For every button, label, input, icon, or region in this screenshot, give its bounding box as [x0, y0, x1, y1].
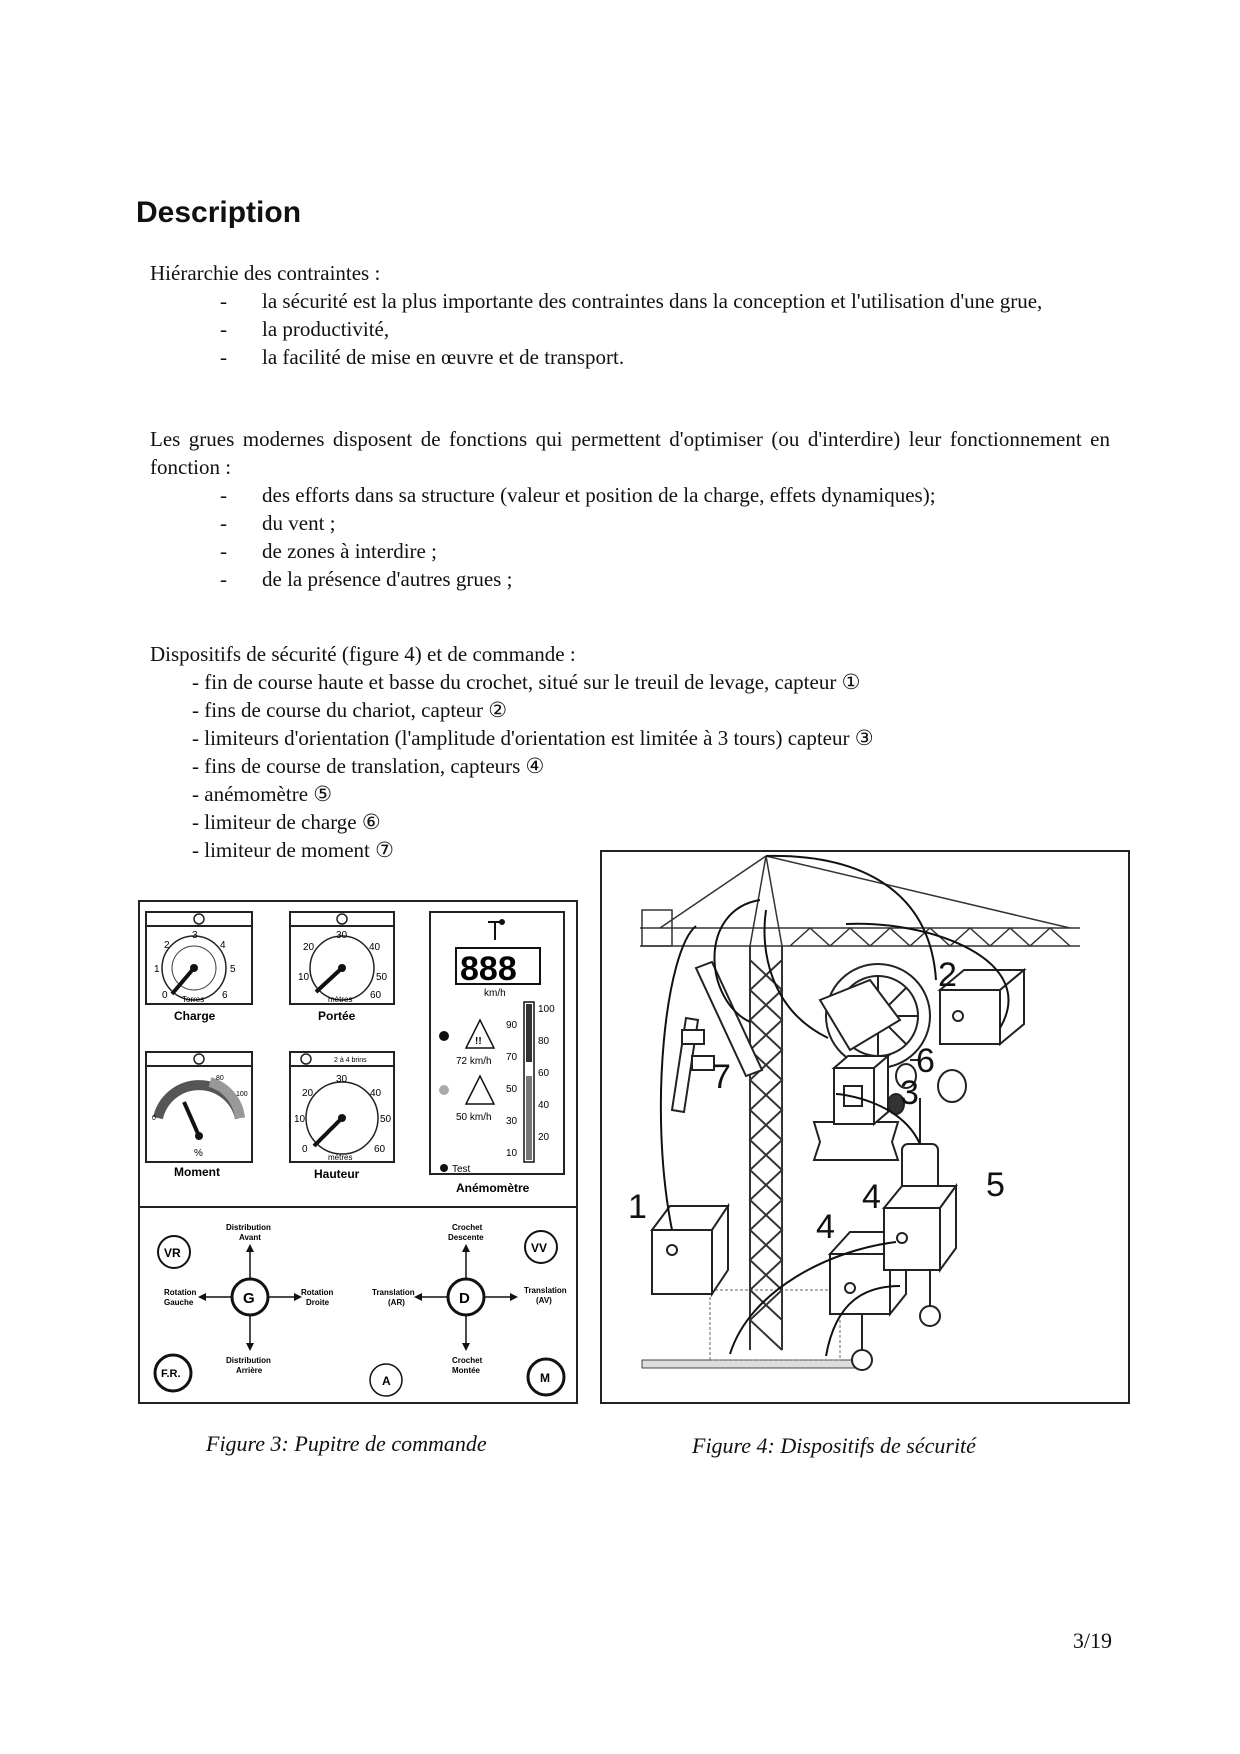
wind-scale-tick: 30 — [506, 1116, 518, 1127]
portee-tick: 30 — [336, 930, 348, 941]
modern-intro: Les grues modernes disposent de fonctions qui permettent d'optimiser (ou d'interdire) leur fonctionnement en fonction : — [150, 427, 1110, 479]
charge-tick: 1 — [154, 964, 160, 975]
list-item: - de la présence d'autres grues ; — [220, 567, 513, 591]
figure-4-caption: Figure 4: Dispositifs de sécurité — [692, 1433, 976, 1458]
moment-unit: % — [194, 1148, 203, 1159]
label-6: 6 — [916, 1042, 935, 1080]
svg-text:!!: !! — [475, 1036, 482, 1047]
page-title: Description — [136, 196, 302, 229]
svg-text:VR: VR — [164, 1246, 181, 1260]
alarm-2-label: 50 km/h — [456, 1112, 492, 1123]
wind-scale-tick: 60 — [538, 1068, 550, 1079]
crochet-mont-label: Crochet — [452, 1356, 483, 1365]
anemometer-label: Anémomètre — [456, 1181, 530, 1195]
portee-tick: 50 — [376, 972, 388, 983]
alarm-1-label: 72 km/h — [456, 1056, 492, 1067]
wind-scale-tick: 80 — [538, 1036, 550, 1047]
wind-scale-tick: 70 — [506, 1052, 518, 1063]
hauteur-tick: 30 — [336, 1074, 348, 1085]
portee-tick: 20 — [303, 942, 315, 953]
list-item: - fins de course de translation, capteurs ④ — [192, 754, 545, 778]
moment-label: Moment — [174, 1165, 220, 1179]
hauteur-tick: 40 — [370, 1088, 382, 1099]
figure-4-safety-devices — [600, 850, 1130, 1404]
charge-tick: 0 — [162, 990, 168, 1001]
wind-scale-tick: 40 — [538, 1100, 550, 1111]
anemometer-display: 888 — [460, 950, 517, 988]
wind-scale-tick: 90 — [506, 1020, 518, 1031]
svg-text:VV: VV — [531, 1241, 548, 1255]
figure-3-control-panel — [138, 900, 578, 1404]
m-button[interactable] — [528, 1359, 564, 1395]
rot-droite-label: Droite — [306, 1298, 330, 1307]
hauteur-tick: 20 — [302, 1088, 314, 1099]
list-item: - la facilité de mise en œuvre et de transport. — [220, 345, 625, 369]
trans-av-label: (AV) — [536, 1296, 552, 1305]
moment-tick: 80 — [216, 1075, 224, 1082]
wind-scale-tick: 100 — [538, 1004, 555, 1015]
test-led — [440, 1164, 448, 1172]
test-label: Test — [452, 1164, 471, 1175]
figure-3-caption: Figure 3: Pupitre de commande — [206, 1431, 487, 1456]
label-1: 1 — [628, 1188, 647, 1226]
svg-text:F.R.: F.R. — [161, 1368, 181, 1380]
dist-avant-label: Avant — [239, 1233, 261, 1242]
svg-text:D: D — [459, 1290, 470, 1307]
page-number: 3/19 — [1072, 1628, 1112, 1653]
crochet-desc-label: Descente — [448, 1233, 484, 1242]
list-item: - fins de course du chariot, capteur ② — [192, 698, 508, 722]
charge-tick: 4 — [220, 940, 226, 951]
vv-button[interactable] — [525, 1231, 557, 1263]
hoist-limit-device-1 — [652, 1206, 728, 1294]
dist-avant-label: Distribution — [226, 1223, 271, 1232]
list-item: - la sécurité est la plus importante des contraintes dans la conception et l'utilisation d'une grue, — [220, 289, 1043, 313]
charge-tick: 2 — [164, 940, 170, 951]
list-item: - limiteur de moment ⑦ — [192, 838, 394, 862]
crochet-desc-label: Crochet — [452, 1223, 483, 1232]
modern-list — [220, 481, 936, 593]
rot-droite-label: Rotation — [301, 1288, 334, 1297]
charge-unit: Torres — [182, 995, 205, 1004]
list-item: - de zones à interdire ; — [220, 539, 437, 563]
label-4: 4 — [816, 1208, 835, 1246]
hierarchy-intro: Hiérarchie des contraintes : — [150, 261, 381, 285]
svg-text:M: M — [540, 1371, 550, 1385]
a-button[interactable] — [370, 1364, 402, 1396]
list-item: - limiteurs d'orientation (l'amplitude d'orientation est limitée à 3 tours) capteur ③ — [192, 726, 874, 750]
list-item: - des efforts dans sa structure (valeur et position de la charge, effets dynamiques); — [220, 483, 936, 507]
wind-scale-tick: 50 — [506, 1084, 518, 1095]
wind-scale-tick: 20 — [538, 1132, 550, 1143]
crochet-mont-label: Montée — [452, 1366, 480, 1375]
alarm-led-2 — [439, 1085, 449, 1095]
hierarchy-list — [220, 287, 1102, 371]
moment-tick: 100 — [236, 1091, 248, 1098]
alarm-led-1 — [439, 1031, 449, 1041]
portee-tick: 40 — [369, 942, 381, 953]
trans-av-label: Translation — [524, 1286, 567, 1295]
devices-list — [192, 668, 874, 864]
vr-button[interactable] — [158, 1236, 190, 1268]
hauteur-tick: 60 — [374, 1144, 386, 1155]
label-5: 5 — [986, 1166, 1005, 1204]
fr-button[interactable] — [155, 1355, 191, 1391]
svg-text:G: G — [243, 1290, 255, 1307]
svg-text:A: A — [382, 1374, 391, 1388]
charge-tick: 6 — [222, 990, 228, 1001]
list-item: - la productivité, — [220, 317, 390, 341]
list-item: - du vent ; — [220, 511, 336, 535]
list-item: - anémomètre ⑤ — [192, 782, 333, 806]
anemometer-unit: km/h — [484, 988, 506, 999]
hauteur-tick: 0 — [302, 1144, 308, 1155]
charge-tick: 5 — [230, 964, 236, 975]
wind-scale-tick: 10 — [506, 1148, 518, 1159]
hauteur-extra: 2 à 4 brins — [334, 1057, 367, 1064]
portee-label: Portée — [318, 1009, 356, 1023]
hauteur-tick: 50 — [380, 1114, 392, 1125]
portee-tick: 60 — [370, 990, 382, 1001]
trans-ar-label: (AR) — [388, 1298, 405, 1307]
rot-gauche-label: Rotation — [164, 1288, 197, 1297]
moment-tick: 0 — [152, 1115, 156, 1122]
portee-tick: 10 — [298, 972, 310, 983]
label-2: 2 — [938, 956, 957, 994]
hauteur-label: Hauteur — [314, 1167, 360, 1181]
devices-intro: Dispositifs de sécurité (figure 4) et de commande : — [150, 642, 576, 666]
list-item: - limiteur de charge ⑥ — [192, 810, 381, 834]
label-4: 4 — [862, 1178, 881, 1216]
rot-gauche-label: Gauche — [164, 1298, 194, 1307]
charge-tick: 3 — [192, 930, 198, 941]
charge-label: Charge — [174, 1009, 216, 1023]
trans-ar-label: Translation — [372, 1288, 415, 1297]
portee-unit: mètres — [328, 995, 353, 1004]
hauteur-unit: mètres — [328, 1153, 353, 1162]
list-item: - fin de course haute et basse du crochet, situé sur le treuil de levage, capteur ① — [192, 670, 861, 694]
label-7: 7 — [712, 1058, 731, 1096]
dist-arriere-label: Distribution — [226, 1356, 271, 1365]
dist-arriere-label: Arrière — [236, 1366, 263, 1375]
hauteur-tick: 10 — [294, 1114, 306, 1125]
label-3: 3 — [900, 1074, 919, 1112]
